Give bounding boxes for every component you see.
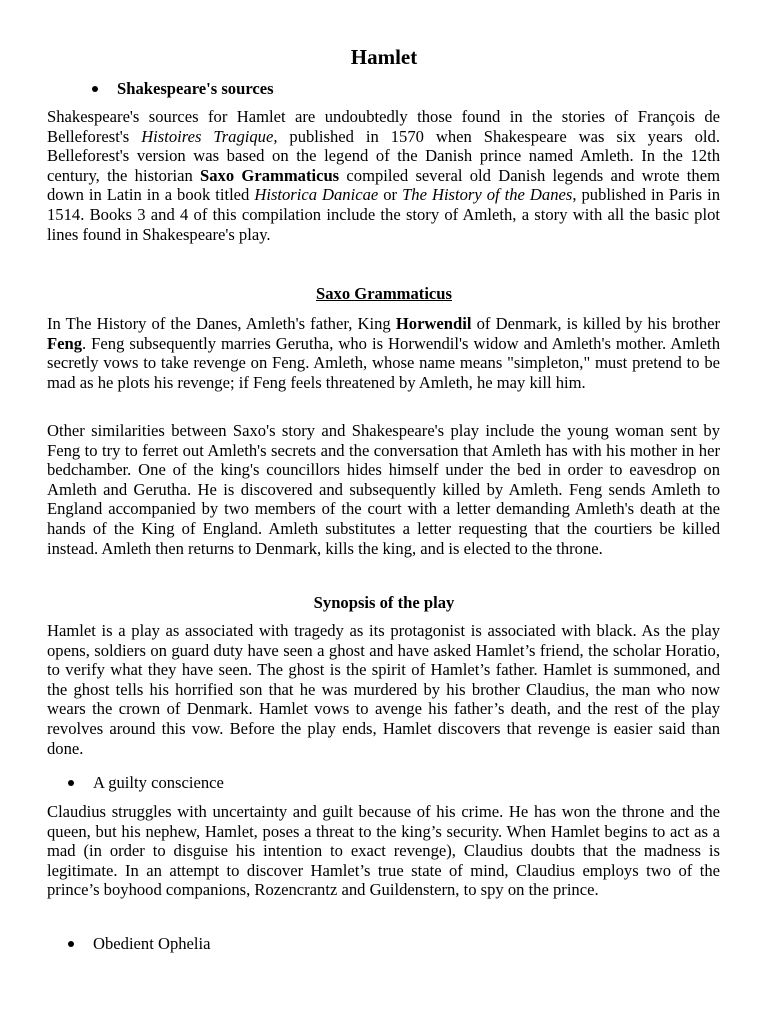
text-run: , published in Paris in 1514. Books 3 and 4 of this compilation include the story of Amleth, a story with all the basic plot lines found in Shakespeare's play. [47,185,720,244]
paragraph-saxo-story [47,314,720,392]
bold-name-feng: Feng [47,333,83,353]
paragraph-sources [47,107,720,244]
paragraph-claudius: Claudius struggles with uncertainty and guilt because of his crime. He has won the throne and the queen, but his nephew, Hamlet, poses a threat to the king’s security. When Hamlet begins to act as a mad (in order to disguise his intention to exact revenge), Claudius doubts that the madness is legitimate. In an attempt to discover Hamlet’s true state of mind, Claudius employs two of the prince’s boyhood companions, Rozencrantz and Guildenstern, to spy on the prince. [47,802,720,900]
italic-title-history-danes: The History of the Danes [402,185,573,205]
bold-name-horwendil: Horwendil [395,314,472,333]
paragraph-synopsis: Hamlet is a play as associated with tragedy as its protagonist is associated with black. As the play opens, soldiers on guard duty have seen a ghost and have asked Hamlet’s friend, the scholar Horatio, to verify what they have seen. The ghost is the spirit of Hamlet’s father. Hamlet is summoned, and the ghost tells his horrified son that he was murdered by his brother Claudius, the man who now wears the crown of Denmark. Hamlet vows to avenge his father’s death, and the rest of the play revolves around this vow. Before the play ends, Hamlet discovers that revenge is easier said than done. [47,621,720,758]
text-run: or [378,185,403,205]
bullet-label-obedient-ophelia: Obedient Ophelia [93,934,211,953]
bullet-dot-icon [92,86,98,92]
text-run: . Feng subsequently marries Gerutha, who is Horwendil's widow and Amleth's mother. Amleth secretly vows to take revenge on Feng. Amleth, whose name means "simpleton," must pretend to be mad as he plots his revenge; if Feng feels threatened by Amleth, he may kill him. [47,333,720,392]
text-run: compiled several old Danish legends and wrote them down in Latin in a book titled [47,165,720,205]
heading-saxo-grammaticus: Saxo Grammaticus [316,284,452,303]
italic-title-historica: Historica Danicae [254,185,379,205]
page-title: Hamlet [350,45,418,69]
text-run: In The History of the Danes, Amleth's father, King [47,314,396,333]
bullet-dot-icon [68,941,74,947]
heading-synopsis: Synopsis of the play [313,593,455,612]
bullet-item-guilty-conscience [68,773,224,793]
bullet-label-guilty-conscience: A guilty conscience [93,773,224,792]
bullet-item-sources [92,79,274,99]
bullet-item-obedient-ophelia [68,934,211,954]
paragraph-similarities: Other similarities between Saxo's story and Shakespeare's play include the young woman sent by Feng to try to ferret out Amleth's secrets and the conversation that Amleth has with his mother in her bedchamber. One of the king's councillors hides himself under the bed in order to eavesdrop on Amleth and Gerutha. He is discovered and subsequently killed by Amleth. Feng sends Amleth to England accompanied by two members of the court with a letter demanding Amleth's death at the hands of the King of England. Amleth substitutes a letter requesting that the courtiers be killed instead. Amleth then returns to Denmark, kills the king, and is elected to the throne. [47,421,720,558]
text-run: published in 1570 when Shakespeare was six years old. Belleforest's version was based on the legend of the Danish prince named Amleth. In the 12th century, the historian [47,126,720,185]
text-run: Shakespeare's sources for Hamlet are undoubtedly those found in the stories of François de Belleforest's [47,107,720,146]
bullet-dot-icon [68,780,74,786]
text-run: of Denmark, is killed by his brother [471,314,720,333]
bullet-label-sources: Shakespeare's sources [117,79,274,98]
italic-title-histoires: Histoires Tragique, [141,126,278,146]
bold-name-saxo: Saxo Grammaticus [200,165,340,185]
